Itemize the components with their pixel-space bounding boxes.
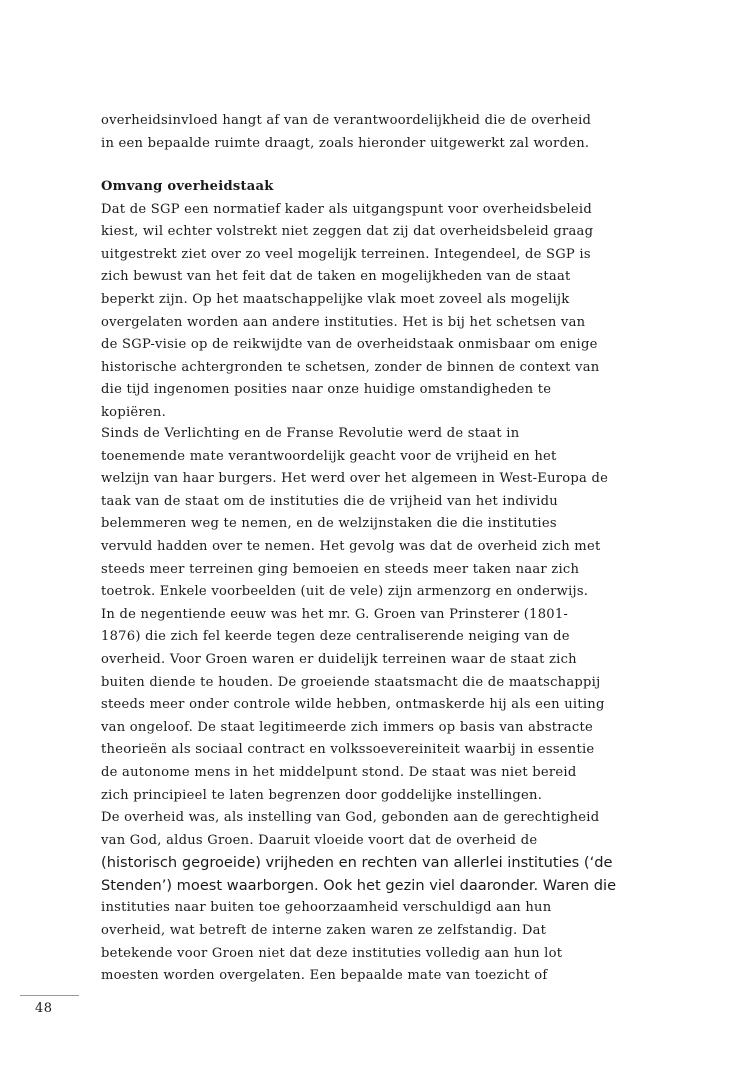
text-line: van God, aldus Groen. Daaruit vloeide voort dat de overheid de [101,832,538,848]
text-line: Sinds de Verlichting en de Franse Revolutie werd de staat in [101,426,520,441]
text-line: steeds meer terreinen ging bemoeien en steeds meer taken naar zich [101,561,580,577]
text-line: beperkt zijn. Op het maatschappelijke vlak moet zoveel als mogelijk [101,291,570,307]
text-line: De overheid was, als instelling van God, gebonden aan de gerechtigheid [101,810,600,826]
text-line: kiest, wil echter volstrekt niet zeggen dat zij dat overheidsbeleid graag [101,224,594,240]
text-line: steeds meer onder controle wilde hebben, ontmaskerde hij als een uiting [101,697,605,713]
text-line: toetrok. Enkele voorbeelden (uit de vele) zijn armenzorg en onderwijs. [101,584,589,600]
footer-divider [20,995,79,996]
text-line: de SGP-visie op de reikwijdte van de overheidstaak onmisbaar om enige [101,337,598,353]
text-line: belemmeren weg te nemen, en de welzijnstaken die die instituties [101,516,557,532]
text-line: 1876) die zich fel keerde tegen deze centraliserende neiging van de [101,629,570,645]
text-line: historische achtergronden te schetsen, zonder de binnen de context van [101,359,600,375]
text-line: van ongeloof. De staat legitimeerde zich immers op basis van abstracte [101,719,593,735]
paragraph-verlichting [101,423,649,988]
text-line: betekende voor Groen niet dat deze instituties volledig aan hun lot [101,945,563,961]
text-line: in een bepaalde ruimte draagt, zoals hieronder uitgewerkt zal worden. [101,135,590,151]
text-line: kopiëren. [101,404,166,420]
text-line: (historisch gegroeide) vrijheden en rechten van allerlei instituties (‘de [101,854,613,872]
text-line: uitgestrekt ziet over zo veel mogelijk terreinen. Integendeel, de SGP is [101,246,591,262]
text-line: instituties naar buiten toe gehoorzaamheid verschuldigd aan hun [101,900,552,916]
text-line: In de negentiende eeuw was het mr. G. Groen van Prinsterer (1801- [101,606,569,622]
text-line: theorieën als sociaal contract en volkssoevereiniteit waarbij in essentie [101,742,595,758]
text-line: die tijd ingenomen posities naar onze huidige omstandigheden te [101,382,552,398]
text-line: overgelaten worden aan andere instituties. Het is bij het schetsen van [101,314,586,330]
text-line: overheidsinvloed hangt af van de verantwoordelijkheid die de overheid [101,113,592,128]
text-line: zich principieel te laten begrenzen door goddelijke instellingen. [101,787,543,803]
text-line: vervuld hadden over te nemen. Het gevolg was dat de overheid zich met [101,538,601,554]
text-line: toenemende mate verantwoordelijk geacht voor de vrijheid en het [101,448,557,464]
page-number: 48 [35,1001,53,1016]
text-line: buiten diende te houden. De groeiende staatsmacht die de maatschappij [101,674,601,690]
text-line: Dat de SGP een normatief kader als uitgangspunt voor overheidsbeleid [101,201,592,217]
text-line: overheid, wat betreft de interne zaken waren ze zelfstandig. Dat [101,923,547,939]
section-heading: Omvang overheidstaak [101,179,274,194]
text-line: taak van de staat om de instituties die de vrijheid van het individu [101,493,558,509]
text-line: Stenden’) moest waarborgen. Ook het gezin viel daaronder. Waren die [101,876,617,894]
text-line: welzijn van haar burgers. Het werd over het algemeen in West-Europa de [101,471,609,487]
text-line: de autonome mens in het middelpunt stond. De staat was niet bereid [101,764,577,780]
text-line: moesten worden overgelaten. Een bepaalde mate van toezicht of [101,968,548,984]
intro-paragraph [101,110,649,155]
text-line: zich bewust van het feit dat de taken en mogelijkheden van de staat [101,269,571,285]
text-line: overheid. Voor Groen waren er duidelijk terreinen waar de staat zich [101,651,577,667]
section-omvang-overheidstaak [101,176,649,425]
